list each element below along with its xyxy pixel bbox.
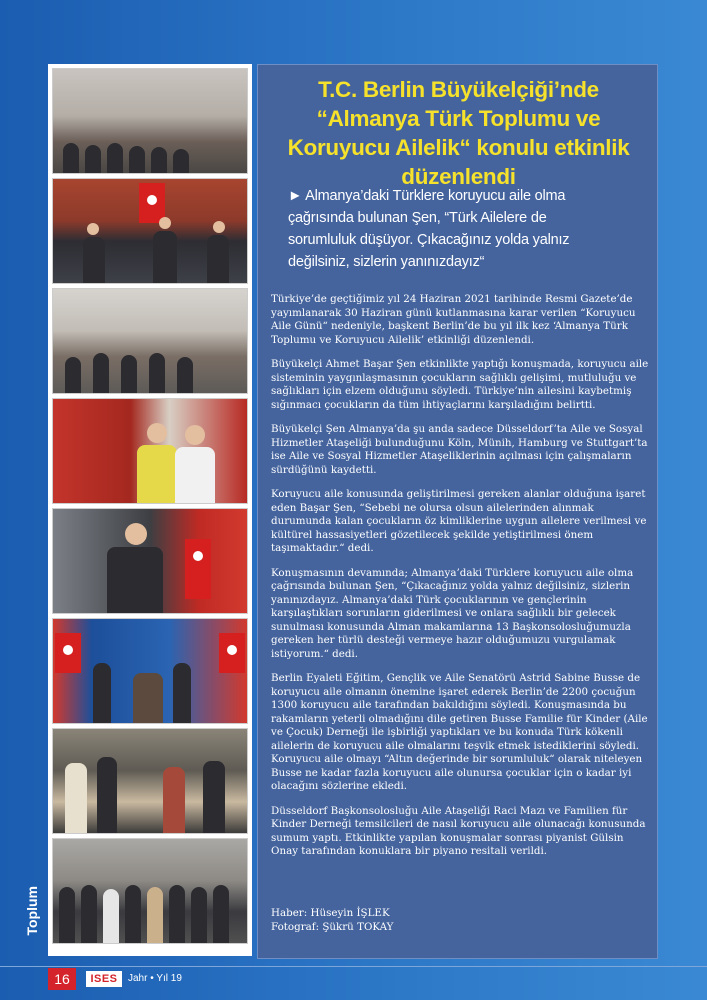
article-credits	[271, 907, 393, 934]
photo-bust-ceremony	[52, 618, 248, 724]
article-subtitle: ► Almanya’daki Türklere koruyucu aile olma çağrısında bulunan Şen, “Türk Ailelere de sorumluluk düşüyor. Çıkacağınız yolda yalnız değilsiniz, sizlerin yanınızdayız“	[288, 188, 570, 270]
photo-seated-guests	[52, 288, 248, 394]
photo-credit: Fotograf: Şükrü TOKAY	[271, 920, 394, 933]
photo-gallery	[48, 64, 252, 956]
page-number: 16	[48, 968, 76, 990]
paragraph: Türkiye’de geçtiğimiz yıl 24 Haziran 2021 tarihinde Resmi Gazete’de yayımlanarak 30 Haziran günü kutlanmasına karar verilen “Koruyucu Aile Günü“ nedeniyle, başkent Berlin’de bu yıl ilk kez ‘Almanya Türk Toplumu ve Koruyucu Ailelik’ etkinliği düzenlendi.	[271, 293, 636, 346]
photo-speaker-podium	[52, 508, 248, 614]
footer-divider	[0, 966, 707, 967]
photo-reception-buffet	[52, 728, 248, 834]
photo-group	[52, 838, 248, 944]
article-title: T.C. Berlin Büyükelçiği’nde “Almanya Türk Toplumu ve Koruyucu Ailelik“ konulu etkinlik düzenlendi	[287, 77, 630, 189]
paragraph: Koruyucu aile konusunda geliştirilmesi gereken alanlar olduğuna işaret eden Başar Şen, “Sebebi ne olursa olsun ailelerinden alınmak durumunda kalan çocukların öz kimliklerine uygun ailelere verilmesi ve kültürel hassasiyetleri gözetilecek şekilde yetiştirilmesi önem taşımaktadır.“ dedi.	[271, 488, 647, 554]
photo-speaker-panel	[52, 178, 248, 284]
section-label: Toplum	[24, 886, 40, 936]
issue-label: Jahr • Yıl 19	[128, 973, 182, 984]
paragraph: Konuşmasının devamında; Almanya’daki Türklere koruyucu aile olma çağrısında bulunan Şen, “Çıkacağınız yolda yalnız değilsiniz, sizlerin yanınızdayız. Almanya’daki Türk çocuklarının ve gençlerinin karşılaştıkları sorunların giderilmesi ve onlara sağlıklı bir gelecek sunulması konusunda Alman makamlarına 13 Başkonsolosluğumuzla gereken her türlü desteği vermeye hazır olduğumuzu vurgulamak istiyorum.“ dedi.	[271, 566, 634, 660]
paragraph: Büyükelçi Ahmet Başar Şen etkinlikte yaptığı konuşmada, koruyucu aile sisteminin yaygınlaşmasının çocukların sağlıklı gelişimi, mutluluğu ve sağlıkları için elzem olduğunu söyledi. Türkiye’nin ailesini kaybetmiş sığınmacı çocukların da tüm ihtiyaçlarını karşıladığını belirtti.	[271, 358, 649, 411]
paragraph: Büyükelçi Şen Almanya’da şu anda sadece Düsseldorf’ta Aile ve Sosyal Hizmetler Ataşeliği bulunduğunu Köln, Münih, Hamburg ve Stuttgart’ta ise Aile ve Sosyal Hizmetler Ataşeliklerinin açılması için çalışmaların sürdüğünü kaydetti.	[271, 423, 648, 476]
paragraph: Düsseldorf Başkonsolosluğu Aile Ataşeliği Raci Mazı ve Familien für Kinder Derneği temsilcileri de nasıl koruyucu aile olunacağı konusunda sumum yaptı. Etkinlikte yapılan konuşmalar sonrası piyanist Gülsin Onay tarafından konuklara bir piyano resitali verildi.	[271, 804, 646, 857]
news-credit: Haber: Hüseyin İŞLEK	[271, 907, 390, 919]
article-panel	[257, 64, 658, 959]
paragraph: Berlin Eyaleti Eğitim, Gençlik ve Aile Senatörü Astrid Sabine Busse de koruyucu aile olmanın önemine işaret ederek Berlin’de 2200 çocuğun 1300 koruyucu aile tarafından bakıldığını söyledi. Konuşmasında bu rakamların yeterli olmadığını dile getiren Busse Familie für Kinder (Aile ve Çocuk) Derneği ile işbirliği yaptıkları ve bu konuda Türk kökenli ailelerin de koruyucu aile olmalarını teşvik etmek istediklerini söyledi. Koruyucu aile olmayı “Altın değerinde bir sorumluluk“ olarak niteleyen Busse ne kadar fazla koruyucu aile olunursa çocuklar için o kadar iyi olacağını sözlerine ekledi.	[271, 672, 648, 792]
article-body	[271, 293, 649, 870]
photo-audience-hall	[52, 68, 248, 174]
photo-two-women	[52, 398, 248, 504]
magazine-logo: ISES	[86, 971, 122, 987]
